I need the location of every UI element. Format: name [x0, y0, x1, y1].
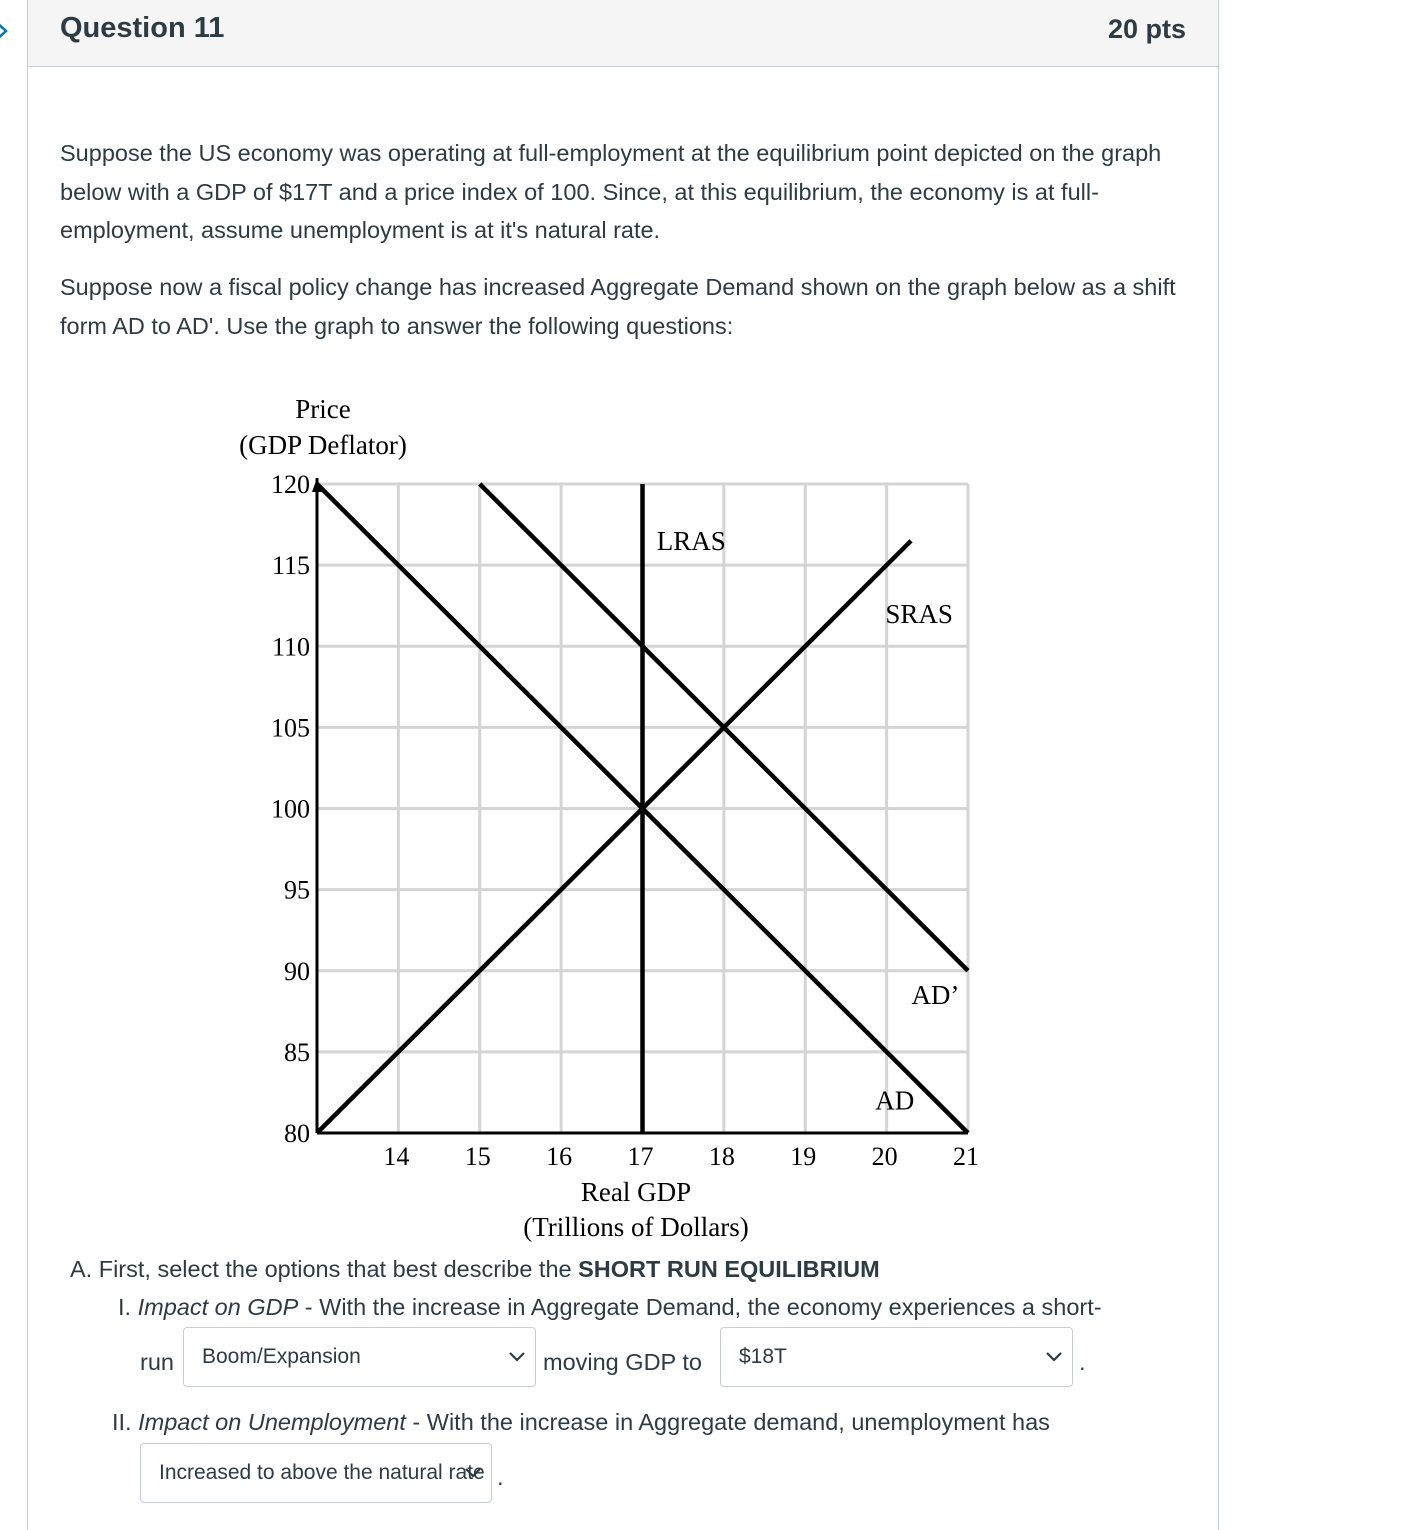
curve-sras — [317, 541, 911, 1133]
x-tick-label: 16 — [546, 1142, 573, 1171]
y-axis-title-line1: Price — [295, 394, 351, 424]
x-tick-label: 15 — [464, 1142, 491, 1171]
prompt-paragraph-2: Suppose now a fiscal policy change has increased Aggregate Demand shown on the graph below as a shift form AD to AD'. Use the graph to answer the following questions: — [60, 274, 1176, 339]
gdp-impact-select[interactable] — [183, 1327, 536, 1387]
x-tick-label: 17 — [627, 1142, 654, 1171]
chevron-down-icon — [463, 1466, 483, 1480]
item2-text: - With the increase in Aggregate demand, unemployment has — [405, 1409, 1050, 1435]
chart-tick-labels — [271, 470, 979, 1171]
unemployment-select[interactable] — [140, 1443, 492, 1503]
y-tick-label: 115 — [271, 551, 310, 581]
y-tick-label: 85 — [284, 1037, 310, 1067]
curve-label-sras: SRAS — [885, 598, 953, 629]
x-tick-label: 20 — [871, 1142, 898, 1171]
item1-heading: Impact on GDP — [137, 1294, 299, 1320]
curve-label-ad-prime: AD’ — [911, 980, 960, 1011]
item2-numeral: II. — [112, 1409, 139, 1435]
item2-end-period: . — [497, 1464, 504, 1490]
y-tick-label: 110 — [271, 632, 310, 662]
x-tick-label: 21 — [953, 1142, 979, 1171]
prompt-paragraph-1: Suppose the US economy was operating at full-employment at the equilibrium point depicted on the graph below with a GDP of $17T and a price index of 100. Since, at this equilibrium, the economy is at full-employment, assume unemployment is at it's natural rate. — [60, 140, 1162, 243]
curve-label-lras: LRAS — [656, 525, 726, 556]
x-tick-label: 18 — [708, 1142, 735, 1171]
x-tick-label: 19 — [790, 1142, 817, 1171]
item1-numeral: I. — [118, 1294, 138, 1320]
y-axis-title-line2: (GDP Deflator) — [239, 430, 407, 460]
item1-continuation: run — [140, 1349, 174, 1375]
item1-end-period: . — [1079, 1349, 1086, 1375]
chart-curve-labels — [657, 526, 960, 1116]
part-a-intro-text: A. First, select the options that best describe the — [70, 1256, 579, 1282]
question-points: 20 pts — [1107, 14, 1186, 44]
x-axis-title-line1: Real GDP — [580, 1177, 692, 1207]
y-tick-label: 105 — [271, 713, 310, 743]
chevron-down-icon — [507, 1350, 527, 1364]
item2-heading: Impact on Unemployment — [138, 1409, 406, 1435]
y-tick-label: 95 — [284, 875, 310, 905]
curve-label-ad: AD — [875, 1085, 915, 1116]
question-title: Question 11 — [60, 12, 225, 44]
item1-text: - With the increase in Aggregate Demand, the economy experiences a short- — [298, 1294, 1102, 1320]
part-a-intro — [70, 1256, 880, 1283]
unemployment-selected-value: Increased to above the natural rate — [159, 1461, 485, 1484]
y-tick-label: 100 — [271, 794, 310, 824]
x-tick-label: 14 — [383, 1142, 410, 1171]
y-tick-label: 90 — [284, 956, 310, 986]
gdp-value-selected-value: $18T — [739, 1345, 787, 1368]
gdp-value-select[interactable] — [720, 1327, 1073, 1387]
y-tick-label: 80 — [284, 1119, 310, 1148]
gdp-impact-selected-value: Boom/Expansion — [202, 1345, 361, 1368]
x-axis-title-line2: (Trillions of Dollars) — [523, 1212, 749, 1242]
item1-line — [118, 1294, 1102, 1321]
item2-line — [112, 1409, 1050, 1436]
y-tick-label: 120 — [271, 470, 310, 499]
part-a-intro-bold: SHORT RUN EQUILIBRIUM — [578, 1256, 880, 1282]
item1-middle-text: moving GDP to — [543, 1349, 702, 1375]
chevron-down-icon — [1044, 1350, 1064, 1364]
